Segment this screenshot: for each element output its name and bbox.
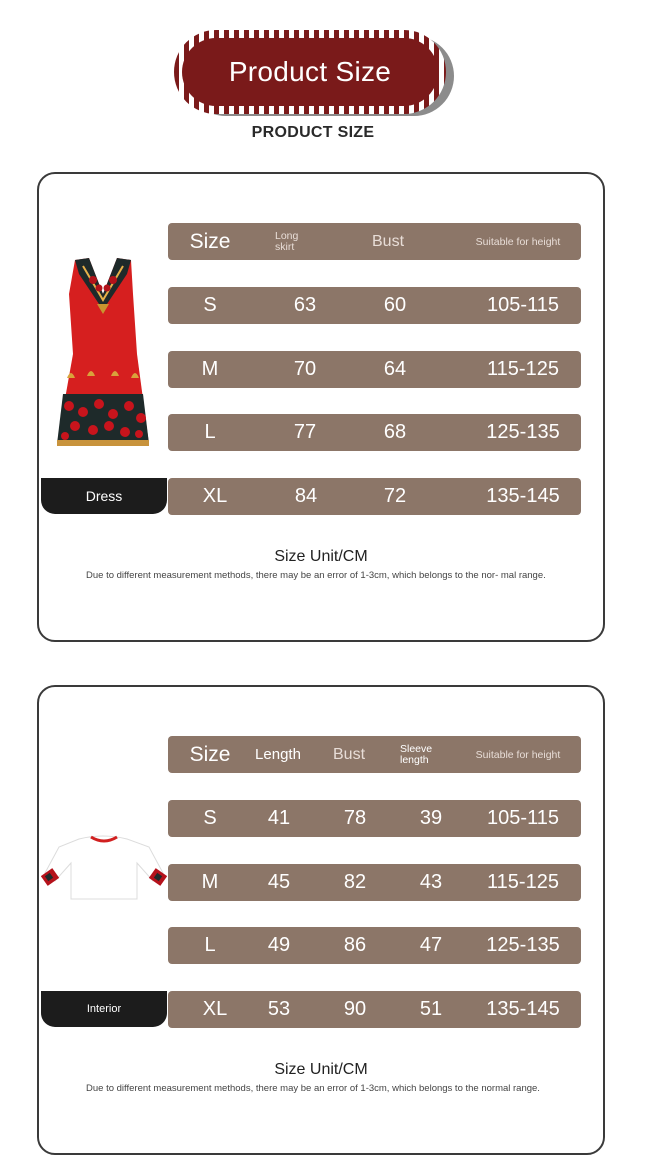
header-sleeve-length-label: Sleeve length <box>400 742 433 766</box>
badge-title: Product Size <box>228 56 392 87</box>
cell-size: XL <box>202 998 228 1020</box>
cell-size: L <box>204 421 216 443</box>
table-row <box>168 800 581 837</box>
size-unit-text: Size Unit/CM <box>274 1061 368 1078</box>
cell-sleeve-length: 43 <box>419 871 443 893</box>
header-length: Length <box>255 746 301 763</box>
header-sleeve-length <box>400 736 440 773</box>
cell-size: S <box>203 294 217 316</box>
measurement-note: Due to different measurement methods, there may be an error of 1-3cm, which belongs to the normal range. <box>86 1083 540 1094</box>
cell-length: 45 <box>267 871 291 893</box>
table-row <box>168 414 581 451</box>
cell-long-skirt: 70 <box>293 358 317 380</box>
product-label-dress <box>41 478 167 514</box>
table-row <box>168 864 581 901</box>
cell-long-skirt: 63 <box>293 294 317 316</box>
cell-bust: 60 <box>383 294 407 316</box>
product-label-text: Interior <box>86 1003 122 1015</box>
size-table-header <box>168 736 581 773</box>
cell-bust: 86 <box>343 934 367 956</box>
cell-bust: 64 <box>383 358 407 380</box>
table-row <box>168 991 581 1028</box>
cell-long-skirt: 77 <box>293 421 317 443</box>
cell-bust: 68 <box>383 421 407 443</box>
dress-size-panel <box>37 172 605 642</box>
cell-size: L <box>204 934 216 956</box>
header-bust: Bust <box>332 745 366 763</box>
cell-length: 49 <box>267 934 291 956</box>
cell-bust: 78 <box>343 807 367 829</box>
size-table-header <box>168 223 581 260</box>
cell-bust: 90 <box>343 998 367 1020</box>
cell-size: M <box>201 871 219 893</box>
title-badge <box>182 38 438 106</box>
header-long-skirt-label: Long skirt <box>275 229 299 253</box>
cell-sleeve-length: 39 <box>419 807 443 829</box>
cell-sleeve-length: 47 <box>419 934 443 956</box>
header-size: Size <box>189 229 231 253</box>
cell-height: 135-145 <box>486 485 560 507</box>
cell-height: 135-145 <box>486 998 560 1020</box>
header-bust: Bust <box>371 232 405 250</box>
cell-size: M <box>201 358 219 380</box>
header-long-skirt <box>275 223 309 260</box>
cell-long-skirt: 84 <box>294 485 318 507</box>
header-height: Suitable for height <box>475 235 561 248</box>
product-label-interior <box>41 991 167 1027</box>
white-blouse-image <box>41 833 167 905</box>
cell-height: 115-125 <box>487 871 559 893</box>
table-row <box>168 351 581 388</box>
interior-size-panel <box>37 685 605 1155</box>
cell-length: 41 <box>267 807 291 829</box>
cell-height: 105-115 <box>487 294 559 316</box>
product-label-text: Dress <box>85 488 123 504</box>
cell-size: XL <box>202 485 228 507</box>
header-size: Size <box>189 742 231 766</box>
red-floral-dress-image <box>53 254 153 454</box>
cell-height: 125-135 <box>486 421 560 443</box>
measurement-note: Due to different measurement methods, there may be an error of 1-3cm, which belongs to the nor- mal range. <box>86 570 546 581</box>
table-row <box>168 287 581 324</box>
header-height: Suitable for height <box>475 748 561 761</box>
cell-length: 53 <box>267 998 291 1020</box>
cell-height: 115-125 <box>487 358 559 380</box>
cell-size: S <box>203 807 217 829</box>
cell-sleeve-length: 51 <box>419 998 443 1020</box>
size-unit-text: Size Unit/CM <box>274 548 368 565</box>
cell-height: 105-115 <box>487 807 559 829</box>
cell-height: 125-135 <box>486 934 560 956</box>
page-subtitle: PRODUCT SIZE <box>251 124 375 141</box>
table-row <box>168 478 581 515</box>
table-row <box>168 927 581 964</box>
cell-bust: 72 <box>383 485 407 507</box>
cell-bust: 82 <box>343 871 367 893</box>
